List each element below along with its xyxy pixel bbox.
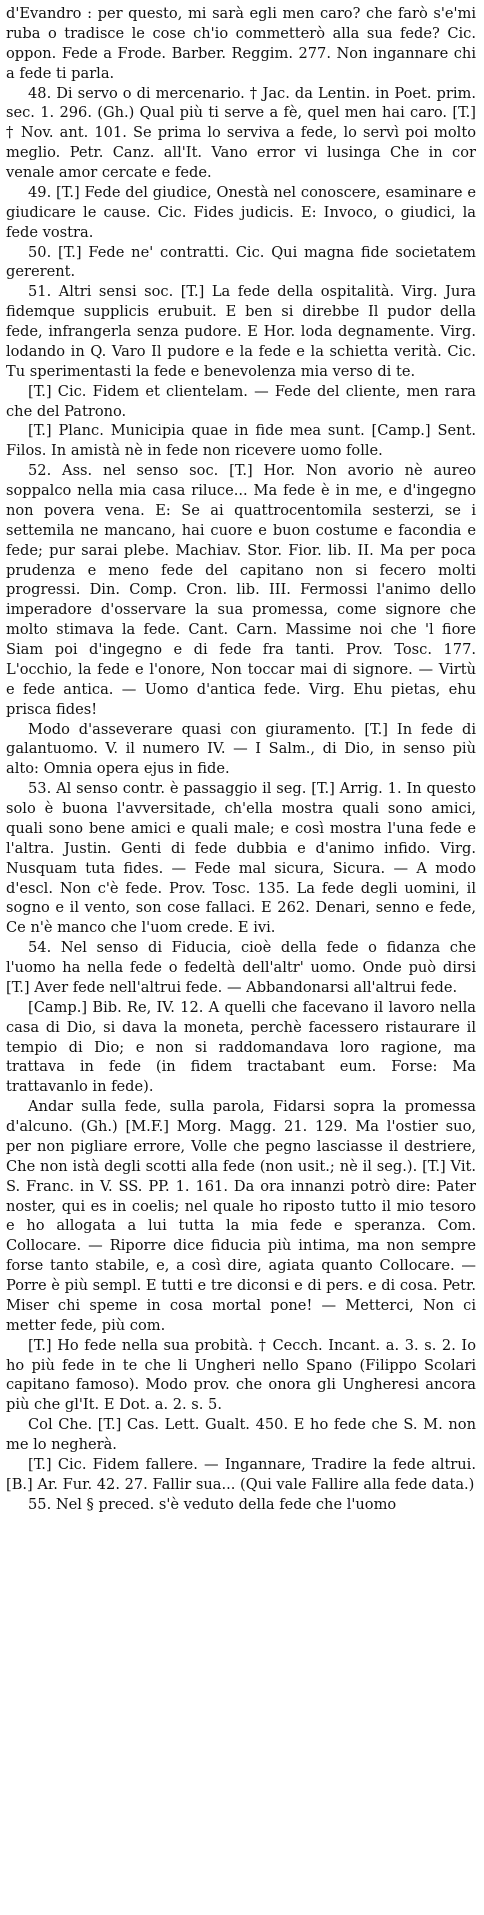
entry-52-ass-senso-soc: 52. Ass. nel senso soc. [T.] Hor. Non avorio nè aureo soppalco nella mia casa riluce... Ma fede è in me, e d'ingegno non povera vena. E: Se ai quattrocentomila sesterzi, se i settemila ne mancano, hai cuore e buon costume e facondia e fede; pur sarai plebe. Machiav. Stor. Fior. lib. II. Ma per poca prudenza e meno fede del capitano non si fecero molti progressi. Din. Comp. Cron. lib. III. Fermossi l'animo dello imperadore d'osservare la sua promessa, come signore che molto stimava la fede. Cant. Carn. Massime noi che 'l fiore Siam poi d'ingegno e di fede fra tanti. Prov. Tosc. 177. L'occhio, la fede e l'onore, Non toccar mai di signore. — Virtù e fede antica. — Uomo d'antica fede. Virg. Ehu pietas, ehu prisca fides! xyxy=(6,462,476,718)
subentry-andar-sulla-fede: Andar sulla fede, sulla parola, Fidarsi sopra la promessa d'alcuno. (Gh.) [M.F.] Morg. Magg. 21. 129. Ma l'ostier suo, per non pigliare errore, Volle che pegno lasciasse il destriere, Che non istà degli scotti alla fede (non usit.; nè il seg.). [T.] Vit. S. Franc. in V. SS. PP. 1. 161. Da ora innanzi potrò dire: Pater noster, qui es in coelis; nel quale ho riposto tutto il mio tesoro e ho allogata a lui tutta la mia fede e speranza. Com. Collocare. — Riporre dice fiducia più intima, ma non sempre forse tanto stabile, e, a così dire, agiata quanto Collocare. — Porre è più sempl. E tutti e tre diconsi e di pers. e di cosa. Petr. Miser chi speme in cosa mortal pone! — Metterci, Non ci metter fede, più com. xyxy=(6,1098,476,1334)
subentry-municipia: [T.] Planc. Municipia quae in fide mea sunt. [Camp.] Sent. Filos. In amistà nè in fede non ricevere uomo folle. xyxy=(6,422,476,460)
entry-53-senso-contr: 53. Al senso contr. è passaggio il seg. [T.] Arrig. 1. In questo solo è buona l'avversitade, ch'ella mostra quali sono amici, quali sono bene amici e quali male; e così mostra l'una fede e l'altra. Justin. Genti di fede dubbia e d'animo infido. Virg. Nusquam tuta fides. — Fede mal sicura, Sicura. — A modo d'escl. Non c'è fede. Prov. Tosc. 135. La fede degli uomini, il sogno e il vento, son cose fallaci. E 262. Denari, senno e fede, Ce n'è manco che l'uom crede. E ivi. xyxy=(6,780,476,937)
entry-51-altri-sensi: 51. Altri sensi soc. [T.] La fede della ospitalità. Virg. Jura fidemque supplicis erubuit. E ben si direbbe Il pudor della fede, infrangerla senza pudore. E Hor. loda degnamente. Virg. lodando in Q. Varo Il pudore e la fede e la schietta verità. Cic. Tu sperimentasti la fede e benevolenza mia verso di te. xyxy=(6,283,476,380)
subentry-modo-asseverare: Modo d'asseverare quasi con giuramento. [T.] In fede di galantuomo. V. il numero IV. — I Salm., di Dio, in senso più alto: Omnia opera ejus in fide. xyxy=(6,720,476,778)
entry-55-preced: 55. Nel § preced. s'è veduto della fede che l'uomo xyxy=(28,1495,397,1513)
entry-50-fede-contratti: 50. [T.] Fede ne' contratti. Cic. Qui magna fide societatem gererent. xyxy=(6,243,476,281)
subentry-col-che: Col Che. [T.] Cas. Lett. Gualt. 450. E ho fede che S. M. non me lo negherà. xyxy=(6,1416,476,1453)
paragraph-evandro: d'Evandro : per questo, mi sarà egli men caro? che farò s'e'mi ruba o tradisce le cose ch'io commetterò alla sua fede? Cic. oppon. Fede a Frode. Barber. Reggim. 277. Non ingannare chi a fede ti parla. xyxy=(6,5,476,82)
subentry-ho-fede-probita: [T.] Ho fede nella sua probità. † Cecch. Incant. a. 3. s. 2. Io ho più fede in te che li Ungheri nello Spano (Filippo Scolari capitano famoso). Modo prov. che onora gli Ungheresi ancora più che gl'It. E Dot. a. 2. s. 5. xyxy=(6,1336,476,1414)
subentry-fidem-fallere: [T.] Cic. Fidem fallere. — Ingannare, Tradire la fede altrui. [B.] Ar. Fur. 42. 27. Fallir sua... (Qui vale Fallire alla fede data.) xyxy=(6,1455,476,1493)
subentry-fidem-clientelam: [T.] Cic. Fidem et clientelam. — Fede del cliente, men rara che del Patrono. xyxy=(6,382,476,420)
entry-54-fiducia: 54. Nel senso di Fiducia, cioè della fede o fidanza che l'uomo ha nella fede o fedeltà dell'altr' uomo. Onde può dirsi [T.] Aver fede nell'altrui fede. — Abbandonarsi all'altrui fede. xyxy=(6,939,476,996)
entry-48-di-servo: 48. Di servo o di mercenario. † Jac. da Lentin. in Poet. prim. sec. 1. 296. (Gh.) Qual più ti serve a fè, quel men hai caro. [T.] † Nov. ant. 101. Se prima lo serviva a fede, lo servì poi molto meglio. Petr. Canz. all'It. Vano error vi lusinga Che in cor venale amor cercate e fede. xyxy=(6,84,476,181)
subentry-bib-re: [Camp.] Bib. Re, IV. 12. A quelli che facevano il lavoro nella casa di Dio, si dava la moneta, perchè facessero ristaurare il tempio di Dio; e non si raddomandava loro ragione, ma trattava in fede (in fidem tractabant eum. Forse: Ma trattavanlo in fede). xyxy=(6,998,476,1096)
entry-49-fede-del-giudice: 49. [T.] Fede del giudice, Onestà nel conoscere, esaminare e giudicare le cause. Cic. Fides judicis. E: Invoco, o giudici, la fede vostra. xyxy=(6,183,476,241)
